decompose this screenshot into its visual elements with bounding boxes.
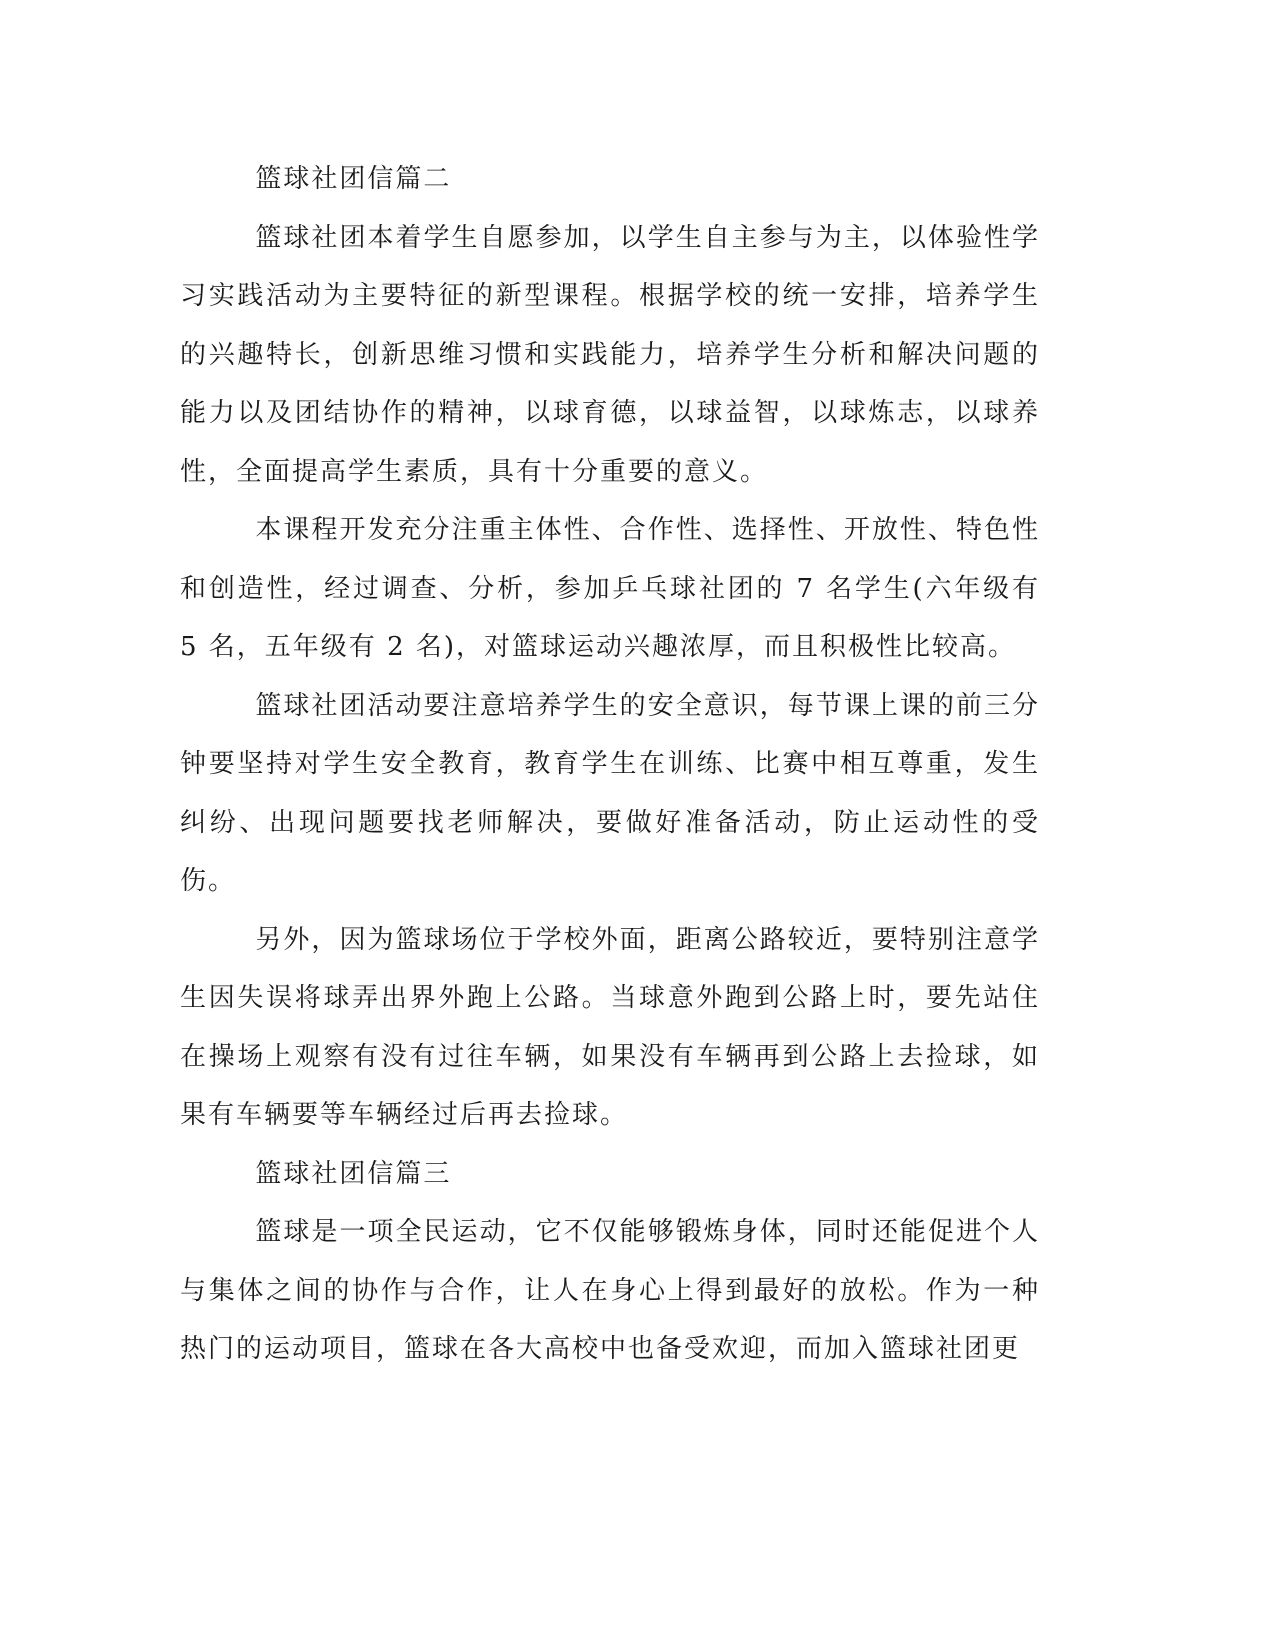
paragraph: 本课程开发充分注重主体性、合作性、选择性、开放性、特色性和创造性，经过调查、分析，参加乒乓球社团的 7 名学生(六年级有 5 名，五年级有 2 名)，对篮球运动兴趣浓厚，而且积极性比较高。	[180, 515, 1040, 662]
paragraph: 篮球是一项全民运动，它不仅能够锻炼身体，同时还能促进个人与集体之间的协作与合作，让人在身心上得到最好的放松。作为一种热门的运动项目，篮球在各大高校中也备受欢迎，而加入篮球社团更	[180, 1217, 1040, 1364]
document-body	[180, 150, 1040, 1379]
paragraph: 篮球社团活动要注意培养学生的安全意识，每节课上课的前三分钟要坚持对学生安全教育，教育学生在训练、比赛中相互尊重，发生纠纷、出现问题要找老师解决，要做好准备活动，防止运动性的受伤。	[180, 690, 1040, 896]
paragraph: 篮球社团本着学生自愿参加，以学生自主参与为主，以体验性学习实践活动为主要特征的新型课程。根据学校的统一安排，培养学生的兴趣特长，创新思维习惯和实践能力，培养学生分析和解决问题的能力以及团结协作的精神，以球育德，以球益智，以球炼志，以球养性，全面提高学生素质，具有十分重要的意义。	[180, 222, 1040, 487]
paragraph: 另外，因为篮球场位于学校外面，距离公路较近，要特别注意学生因失误将球弄出界外跑上公路。当球意外跑到公路上时，要先站住在操场上观察有没有过往车辆，如果没有车辆再到公路上去捡球，如果有车辆要等车辆经过后再去捡球。	[180, 924, 1040, 1130]
section-heading-two: 篮球社团信篇二	[255, 164, 452, 194]
section-heading-three: 篮球社团信篇三	[255, 1158, 452, 1189]
